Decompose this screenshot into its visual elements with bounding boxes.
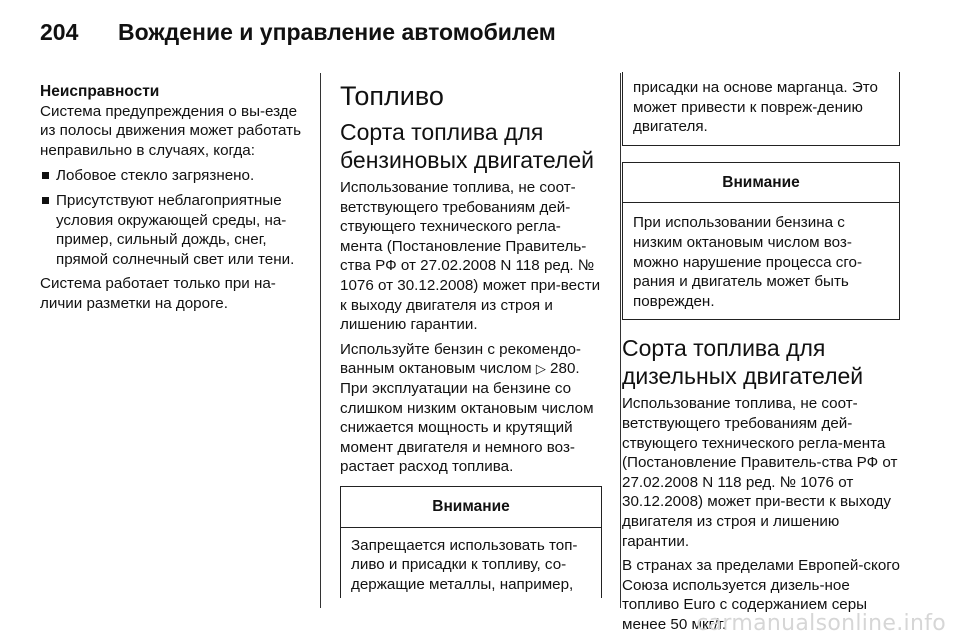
list-item: Присутствуют неблагоприятные условия окружающей среды, на-пример, сильный дождь, снег, прямой солнечный свет или тени. [40, 191, 310, 269]
bullet-list [40, 166, 310, 269]
watermark: carmanualsonline.info [696, 611, 946, 636]
warning-title: Внимание [623, 163, 899, 204]
warning-box [622, 162, 900, 321]
page-ref-link[interactable]: 280. [550, 360, 580, 378]
page-header [40, 12, 556, 52]
subsection-title-petrol: Сорта топлива для бензиновых двигателей [340, 119, 594, 173]
paragraph: Используйте бензин с рекомендо-ванным октановым числом ▷ 280. При эксплуатации на бензине со слишком низким октановым числом снижается мощность и крутящий момент двигателя и немного воз-растает расход топлива. [340, 340, 594, 476]
page-number: 204 [40, 18, 79, 45]
warning-title: Внимание [341, 487, 601, 528]
list-item: Лобовое стекло загрязнено. [40, 166, 310, 186]
paragraph: В странах за пределами Европей-ского Союза используется дизель-ное топливо Euro с содержанием серы менее 50 мкг/г. [622, 557, 900, 633]
page-ref-arrow-icon: ▷ [535, 361, 546, 377]
warning-box [340, 486, 602, 598]
warning-text: При использовании бензина с низким октановым числом воз-можно нарушение процесса сго-рания и двигатель может быть поврежден. [633, 214, 863, 310]
column-divider [320, 73, 321, 608]
column-divider [620, 73, 621, 608]
section-title-fuel: Топливо [340, 81, 444, 111]
warning-text: Запрещается использовать топ-ливо и присадки к топливу, со-держащие металлы, например, [351, 536, 578, 593]
column-left [40, 82, 310, 319]
column-middle [340, 80, 602, 598]
section-heading-malfunctions: Неисправности [40, 83, 160, 100]
column-right [622, 79, 900, 639]
paragraph: Система работает только при на-личии разметки на дороге. [40, 275, 276, 312]
paragraph: Использование топлива, не соот-ветствующего требованиям дей-ствующего технического регла-мента (Постановление Правитель-ства РФ от 27.02.2008 N 118 ред. № 1076 от 30.12.2008) может при-вести к выходу двигателя из строя и лишению гарантии. [622, 395, 898, 550]
chapter-title: Вождение и управление автомобилем [118, 18, 556, 45]
bullet-square-icon [42, 172, 49, 179]
warning-box-continued: присадки на основе марганца. Это может привести к повреж-дению двигателя. [622, 72, 900, 146]
paragraph: Система предупреждения о вы-езде из полосы движения может работать неправильно в случаях, когда: [40, 102, 302, 159]
bullet-square-icon [42, 197, 49, 204]
paragraph: Использование топлива, не соот-ветствующего требованиям дей-ствующего технического регла-мента (Постановление Правитель-ства РФ от 27.02.2008 N 118 ред. № 1076 от 30.12.2008) может при-вести к выходу двигателя из строя и лишению гарантии. [340, 179, 601, 334]
subsection-title-diesel: Сорта топлива для дизельных двигателей [622, 335, 864, 390]
